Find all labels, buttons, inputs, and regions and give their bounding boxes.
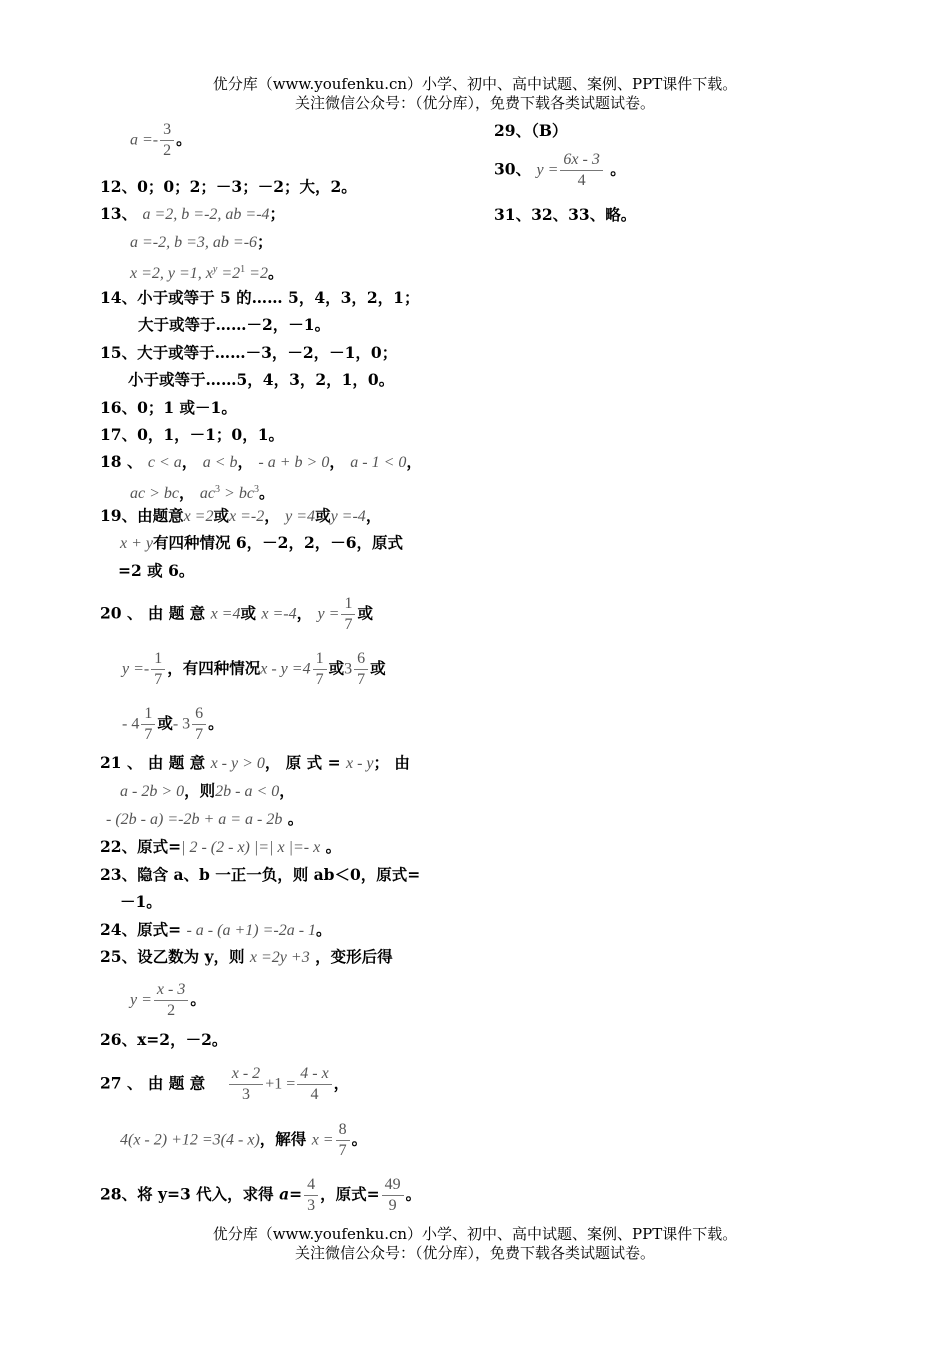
answer-29: 29、（B） <box>494 121 568 140</box>
answer-14-line-1: 14、小于或等于 5 的…… 5，4，3，2，1； <box>100 288 420 307</box>
answer-16: 16、0；1 或－1。 <box>100 398 237 417</box>
answer-14-line-2: 大于或等于……－2，－1。 <box>138 315 331 334</box>
fraction: $\frac{4 - x}{4}$ <box>297 1064 331 1105</box>
fraction: $\frac{x - 3}{2}$ <box>154 980 188 1021</box>
answer-15-line-1: 15、大于或等于……－3，－2，－1，0； <box>100 343 398 362</box>
answer-23-line-2: －1。 <box>120 892 162 911</box>
answer-25-line-1: 25、设乙数为 y，则 x =2y +3 ，变形后得 <box>100 947 393 966</box>
answer-21-line-1: 21 、 由 题 意 x - y > 0， 原 式 = x - y； 由 <box>100 753 410 772</box>
answer-18-line-1: 18 、 c < a， a < b， - a + b > 0， a - 1 < 0， <box>100 452 422 471</box>
fraction: $\frac{8}{7}$ <box>336 1120 350 1161</box>
fraction: $\frac{x - 2}{3}$ <box>229 1064 263 1105</box>
answer-18-line-2: ac > bc， $ac^3 > bc^3$。 <box>130 483 275 503</box>
answer-26: 26、x=2，－2。 <box>100 1030 228 1049</box>
answer-22: 22、原式=| 2 - (2 - x) |=| x |=- x 。 <box>100 837 342 856</box>
answer-11-tail: a =- $\frac{3}{2}$ 。 <box>130 121 192 159</box>
answer-19-line-3: =2 或 6。 <box>118 561 195 580</box>
answer-25-line-2: y = $\frac{x - 3}{2}$ 。 <box>130 981 206 1019</box>
fraction: $\frac{1}{7}$ <box>341 594 355 635</box>
answer-21-line-3: - (2b - a) =-2b + a = a - 2b 。 <box>106 809 304 828</box>
header-line-2: 关注微信公众号：（优分库），免费下载各类试题试卷。 <box>294 94 655 112</box>
footer-line-2: 关注微信公众号：（优分库），免费下载各类试题试卷。 <box>294 1244 655 1262</box>
answer-21-line-2: a - 2b > 0，则2b - a < 0， <box>120 781 295 800</box>
answer-19-line-2: x + y有四种情况 6，－2，2，－6，原式 <box>120 533 404 552</box>
answer-23-line-1: 23、隐含 a、b 一正一负，则 ab＜0，原式= <box>100 865 421 884</box>
answer-20-line-2: y =- $\frac{1}{7}$ ，有四种情况x - y =4 $\frac{1}{7}$ 或3 $\frac{6}{7}$ 或 <box>122 650 386 688</box>
footer-line-1: 优分库（www.youfenku.cn）小学、初中、高中试题、案例、PPT课件下载。 <box>212 1225 738 1243</box>
answer-13-line-3: x =2, y =1, $x^y =2^1 =2$。 <box>130 263 284 283</box>
answer-13-line-2: a =-2, b =3, ab =-6； <box>130 232 273 251</box>
answer-27-line-2: 4(x - 2) +12 =3(4 - x)，解得 x = $\frac{8}{7}$ 。 <box>120 1121 368 1159</box>
answer-31-33: 31、32、33、略。 <box>494 205 637 224</box>
answer-28: 28、将 y=3 代入，求得 a= $\frac{4}{3}$ ，原式= $\frac{49}{9}$ 。 <box>100 1176 422 1214</box>
answer-30: 30、 y = $\frac{6x - 3}{4}$ 。 <box>494 151 626 189</box>
fraction: $\frac{4}{3}$ <box>304 1175 318 1216</box>
answer-20-line-1: 20 、 由 题 意 x =4或 x =-4， y = $\frac{1}{7}$ 或 <box>100 595 373 633</box>
page-footer <box>0 1225 950 1263</box>
fraction: $\frac{49}{9}$ <box>382 1175 404 1216</box>
fraction: $\frac{1}{7}$ <box>151 649 165 690</box>
header-line-1: 优分库（www.youfenku.cn）小学、初中、高中试题、案例、PPT课件下载。 <box>212 75 738 93</box>
fraction: $\frac{6}{7}$ <box>354 649 368 690</box>
answer-20-line-3: - 4 $\frac{1}{7}$ 或- 3 $\frac{6}{7}$ 。 <box>122 705 224 743</box>
fraction: $\frac{6}{7}$ <box>192 704 206 745</box>
answer-12: 12、0；0；2；－3；－2；大，2。 <box>100 177 357 196</box>
answer-24: 24、原式= - a - (a +1) =-2a - 1。 <box>100 920 332 939</box>
answer-17: 17、0，1，－1；0，1。 <box>100 425 284 444</box>
fraction: $\frac{3}{2}$ <box>160 120 174 161</box>
fraction: $\frac{1}{7}$ <box>141 704 155 745</box>
answer-19-line-1: 19、由题意x =2或x =-2， y =4或y =-4， <box>100 506 382 525</box>
answer-15-line-2: 小于或等于……5，4，3，2，1，0。 <box>128 370 395 389</box>
fraction: $\frac{1}{7}$ <box>313 649 327 690</box>
page-header <box>0 75 950 113</box>
answer-27-line-1: 27 、 由 题 意 $\frac{x - 2}{3}$ +1 = $\frac{4 - x}{4}$ ， <box>100 1065 350 1103</box>
answer-13-line-1: 13、 a =2, b =-2, ab =-4； <box>100 204 286 223</box>
fraction: $\frac{6x - 3}{4}$ <box>560 150 602 191</box>
